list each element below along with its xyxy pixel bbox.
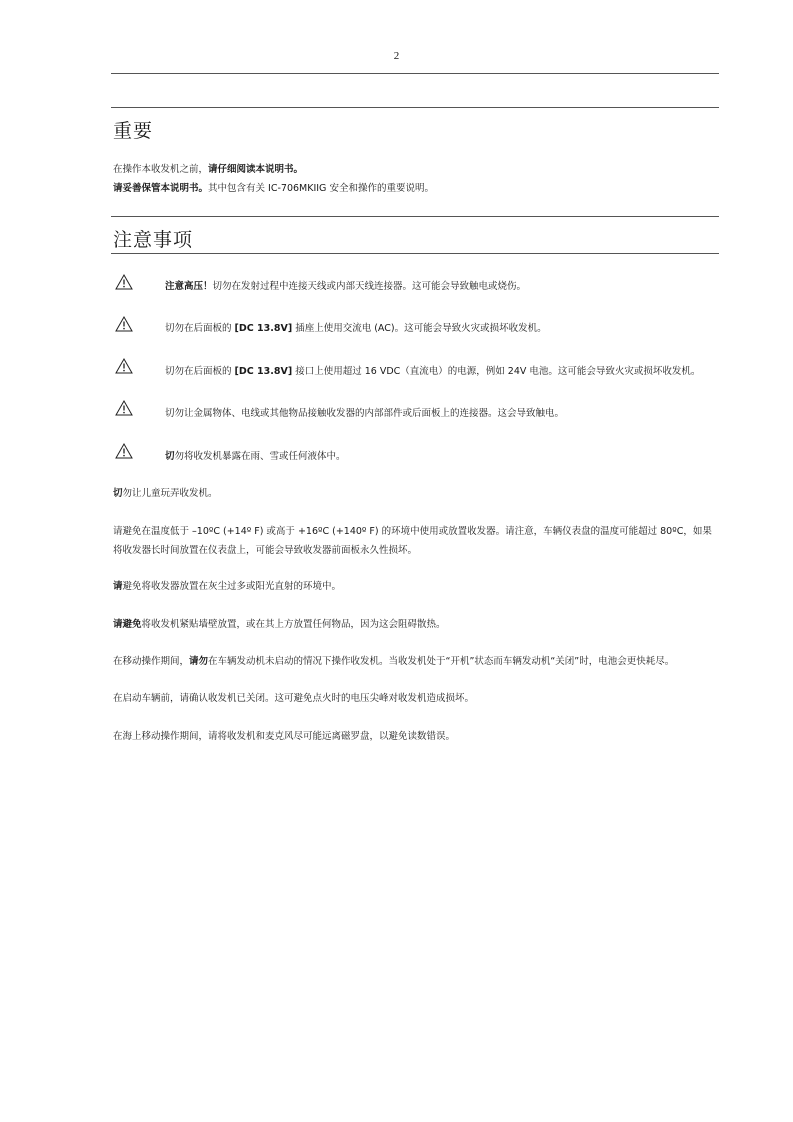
- warning-triangle-icon: [115, 274, 133, 290]
- para-temperature: 请避免在温度低于 –10ºC (+14º F) 或高于 +16ºC (+140º F) 的环境中使用或放置收发器。请注意，车辆仪表盘的温度可能超过 80ºC，如果将收发器长时间放置在仪表盘上，可能会导致收发器前面板永久性损坏。: [113, 526, 712, 556]
- warning-liquids: 切勿将收发机暴露在雨、雪或任何液体中。: [165, 451, 346, 462]
- warning-triangle-icon: [115, 443, 133, 459]
- warning-ac-power: 切勿在后面板的 [DC 13.8V] 插座上使用交流电 (AC)。这可能会导致火灾或损坏收发机。: [165, 323, 547, 334]
- section-rule-top: [111, 107, 719, 108]
- section-rule-bottom: [111, 253, 719, 254]
- header-rule: [111, 73, 719, 74]
- important-line-1: 在操作本收发机之前，请仔细阅读本说明书。: [113, 164, 304, 175]
- warning-triangle-icon: [115, 316, 133, 332]
- warning-overvoltage: 切勿在后面板的 [DC 13.8V] 接口上使用超过 16 VDC（直流电）的电源，例如 24V 电池。这可能会导致火灾或损坏收发机。: [165, 366, 701, 377]
- warning-triangle-icon: [115, 400, 133, 416]
- section-rule-top: [111, 216, 719, 217]
- para-dust: 请避免将收发器放置在灰尘过多或阳光直射的环境中。: [113, 581, 342, 592]
- para-ignition: 在启动车辆前，请确认收发机已关闭。这可避免点火时的电压尖峰对收发机造成损坏。: [113, 693, 475, 704]
- warning-triangle-icon: [115, 358, 133, 374]
- para-ventilation: 请避免将收发机紧贴墙壁放置，或在其上方放置任何物品，因为这会阻碍散热。: [113, 619, 446, 630]
- section-title-important: 重要: [113, 120, 154, 142]
- para-children: 切勿让儿童玩弄收发机。: [113, 488, 218, 499]
- para-compass: 在海上移动操作期间，请将收发机和麦克风尽可能远离磁罗盘，以避免读数错误。: [113, 731, 456, 742]
- warning-metal-objects: 切勿让金属物体、电线或其他物品接触收发器的内部部件或后面板上的连接器。这会导致触电。: [165, 408, 565, 419]
- para-engine: 在移动操作期间，请勿在车辆发动机未启动的情况下操作收发机。当收发机处于“开机”状态而车辆发动机“关闭”时，电池会更快耗尽。: [113, 656, 675, 667]
- page-number: 2: [393, 50, 400, 62]
- important-line-2: 请妥善保管本说明书。其中包含有关 IC-706MKIIG 安全和操作的重要说明。: [113, 183, 434, 194]
- warning-high-voltage: 注意高压！切勿在发射过程中连接天线或内部天线连接器。这可能会导致触电或烧伤。: [165, 281, 527, 292]
- section-title-precautions: 注意事项: [113, 229, 194, 251]
